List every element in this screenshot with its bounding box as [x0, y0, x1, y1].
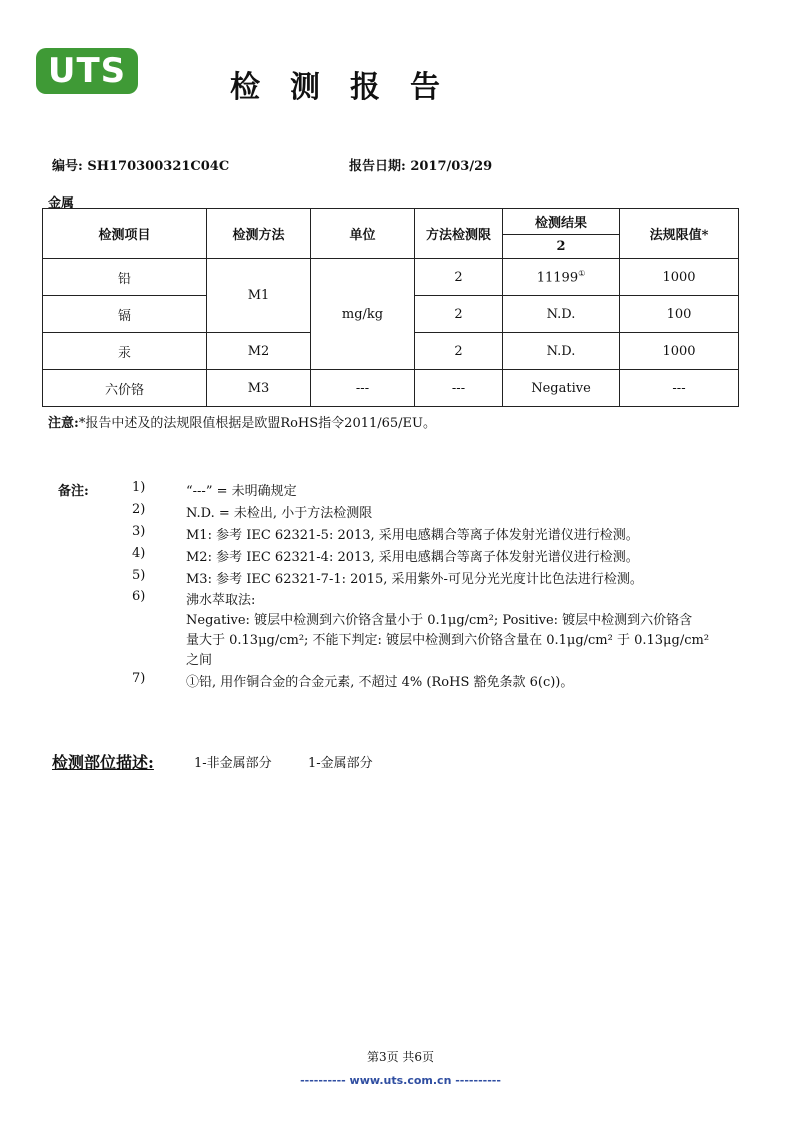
cell-mdl: 2	[415, 296, 503, 333]
remarks-label: 备注:	[58, 484, 89, 499]
remark-number: 2)	[132, 502, 146, 517]
cell-limit: ---	[620, 370, 739, 407]
cell-method: M1	[207, 259, 311, 333]
results-table	[42, 208, 739, 407]
cell-item: 镉	[43, 296, 207, 333]
test-location-item: 1-非金属部分	[194, 756, 272, 771]
regulation-note	[48, 412, 436, 431]
result-value: 11199	[536, 270, 579, 286]
remark-number: 5)	[132, 568, 146, 583]
cell-result: N.D.	[503, 333, 620, 370]
header-mdl: 方法检测限	[415, 209, 503, 259]
header-unit: 单位	[311, 209, 415, 259]
report-date: 报告日期: 2017/03/29	[349, 159, 493, 174]
remark-text: N.D. = 未检出, 小于方法检测限	[186, 506, 373, 521]
cell-item: 汞	[43, 333, 207, 370]
header-result-sub: 2	[503, 235, 620, 259]
remark-text: M1: 参考 IEC 62321-5: 2013, 采用电感耦合等离子体发射光谱仪进行检测。	[186, 528, 639, 543]
report-title: 检测报告	[230, 70, 470, 105]
cell-limit: 1000	[620, 259, 739, 296]
report-number: 编号: SH170300321C04C	[52, 159, 230, 174]
cell-item: 六价铬	[43, 370, 207, 407]
remark-text: Negative: 镀层中检测到六价铬含量小于 0.1μg/cm²; Positive: 镀层中检测到六价铬含	[186, 613, 693, 628]
cell-unit: mg/kg	[311, 259, 415, 370]
test-location-item: 1-金属部分	[308, 756, 373, 771]
header-method: 检测方法	[207, 209, 311, 259]
remark-text: 沸水萃取法:	[186, 593, 256, 608]
table-row	[43, 370, 739, 407]
uts-logo: UTS	[36, 48, 138, 94]
footer-url: ---------- www.uts.com.cn ----------	[300, 1074, 501, 1087]
cell-mdl: 2	[415, 333, 503, 370]
cell-mdl: 2	[415, 259, 503, 296]
page-number: 第3页 共6页	[366, 1050, 435, 1064]
cell-limit: 1000	[620, 333, 739, 370]
remark-text: M2: 参考 IEC 62321-4: 2013, 采用电感耦合等离子体发射光谱仪进行检测。	[186, 550, 639, 565]
test-location-label: 检测部位描述:	[52, 753, 154, 772]
table-row	[43, 259, 739, 296]
remark-text: 量大于 0.13μg/cm²; 不能下判定: 镀层中检测到六价铬含量在 0.1μg/cm² 于 0.13μg/cm²	[186, 633, 710, 648]
note-label: 注意:	[48, 416, 79, 431]
remark-number: 1)	[132, 480, 146, 495]
cell-result: N.D.	[503, 296, 620, 333]
remark-text: “---” = 未明确规定	[186, 484, 297, 499]
remark-number: 7)	[132, 671, 146, 686]
header-result: 检测结果	[503, 209, 620, 235]
remark-number: 4)	[132, 546, 146, 561]
cell-result	[503, 259, 620, 296]
remark-number: 3)	[132, 524, 146, 539]
cell-limit: 100	[620, 296, 739, 333]
header-limit: 法规限值*	[620, 209, 739, 259]
cell-method: M2	[207, 333, 311, 370]
footnote-marker: ①	[578, 268, 586, 278]
cell-method: M3	[207, 370, 311, 407]
section-label: 金属	[48, 196, 75, 211]
note-text: *报告中述及的法规限值根据是欧盟RoHS指令2011/65/EU。	[78, 416, 437, 431]
cell-mdl: ---	[415, 370, 503, 407]
cell-unit: ---	[311, 370, 415, 407]
cell-result: Negative	[503, 370, 620, 407]
remark-text: ①铅, 用作铜合金的合金元素, 不超过 4% (RoHS 豁免条款 6(c))。	[186, 675, 574, 690]
header-item: 检测项目	[43, 209, 207, 259]
cell-item: 铅	[43, 259, 207, 296]
remark-text: 之间	[186, 653, 213, 668]
remark-text: M3: 参考 IEC 62321-7-1: 2015, 采用紫外-可见分光光度计比色法进行检测。	[186, 572, 643, 587]
remark-number: 6)	[132, 589, 146, 604]
